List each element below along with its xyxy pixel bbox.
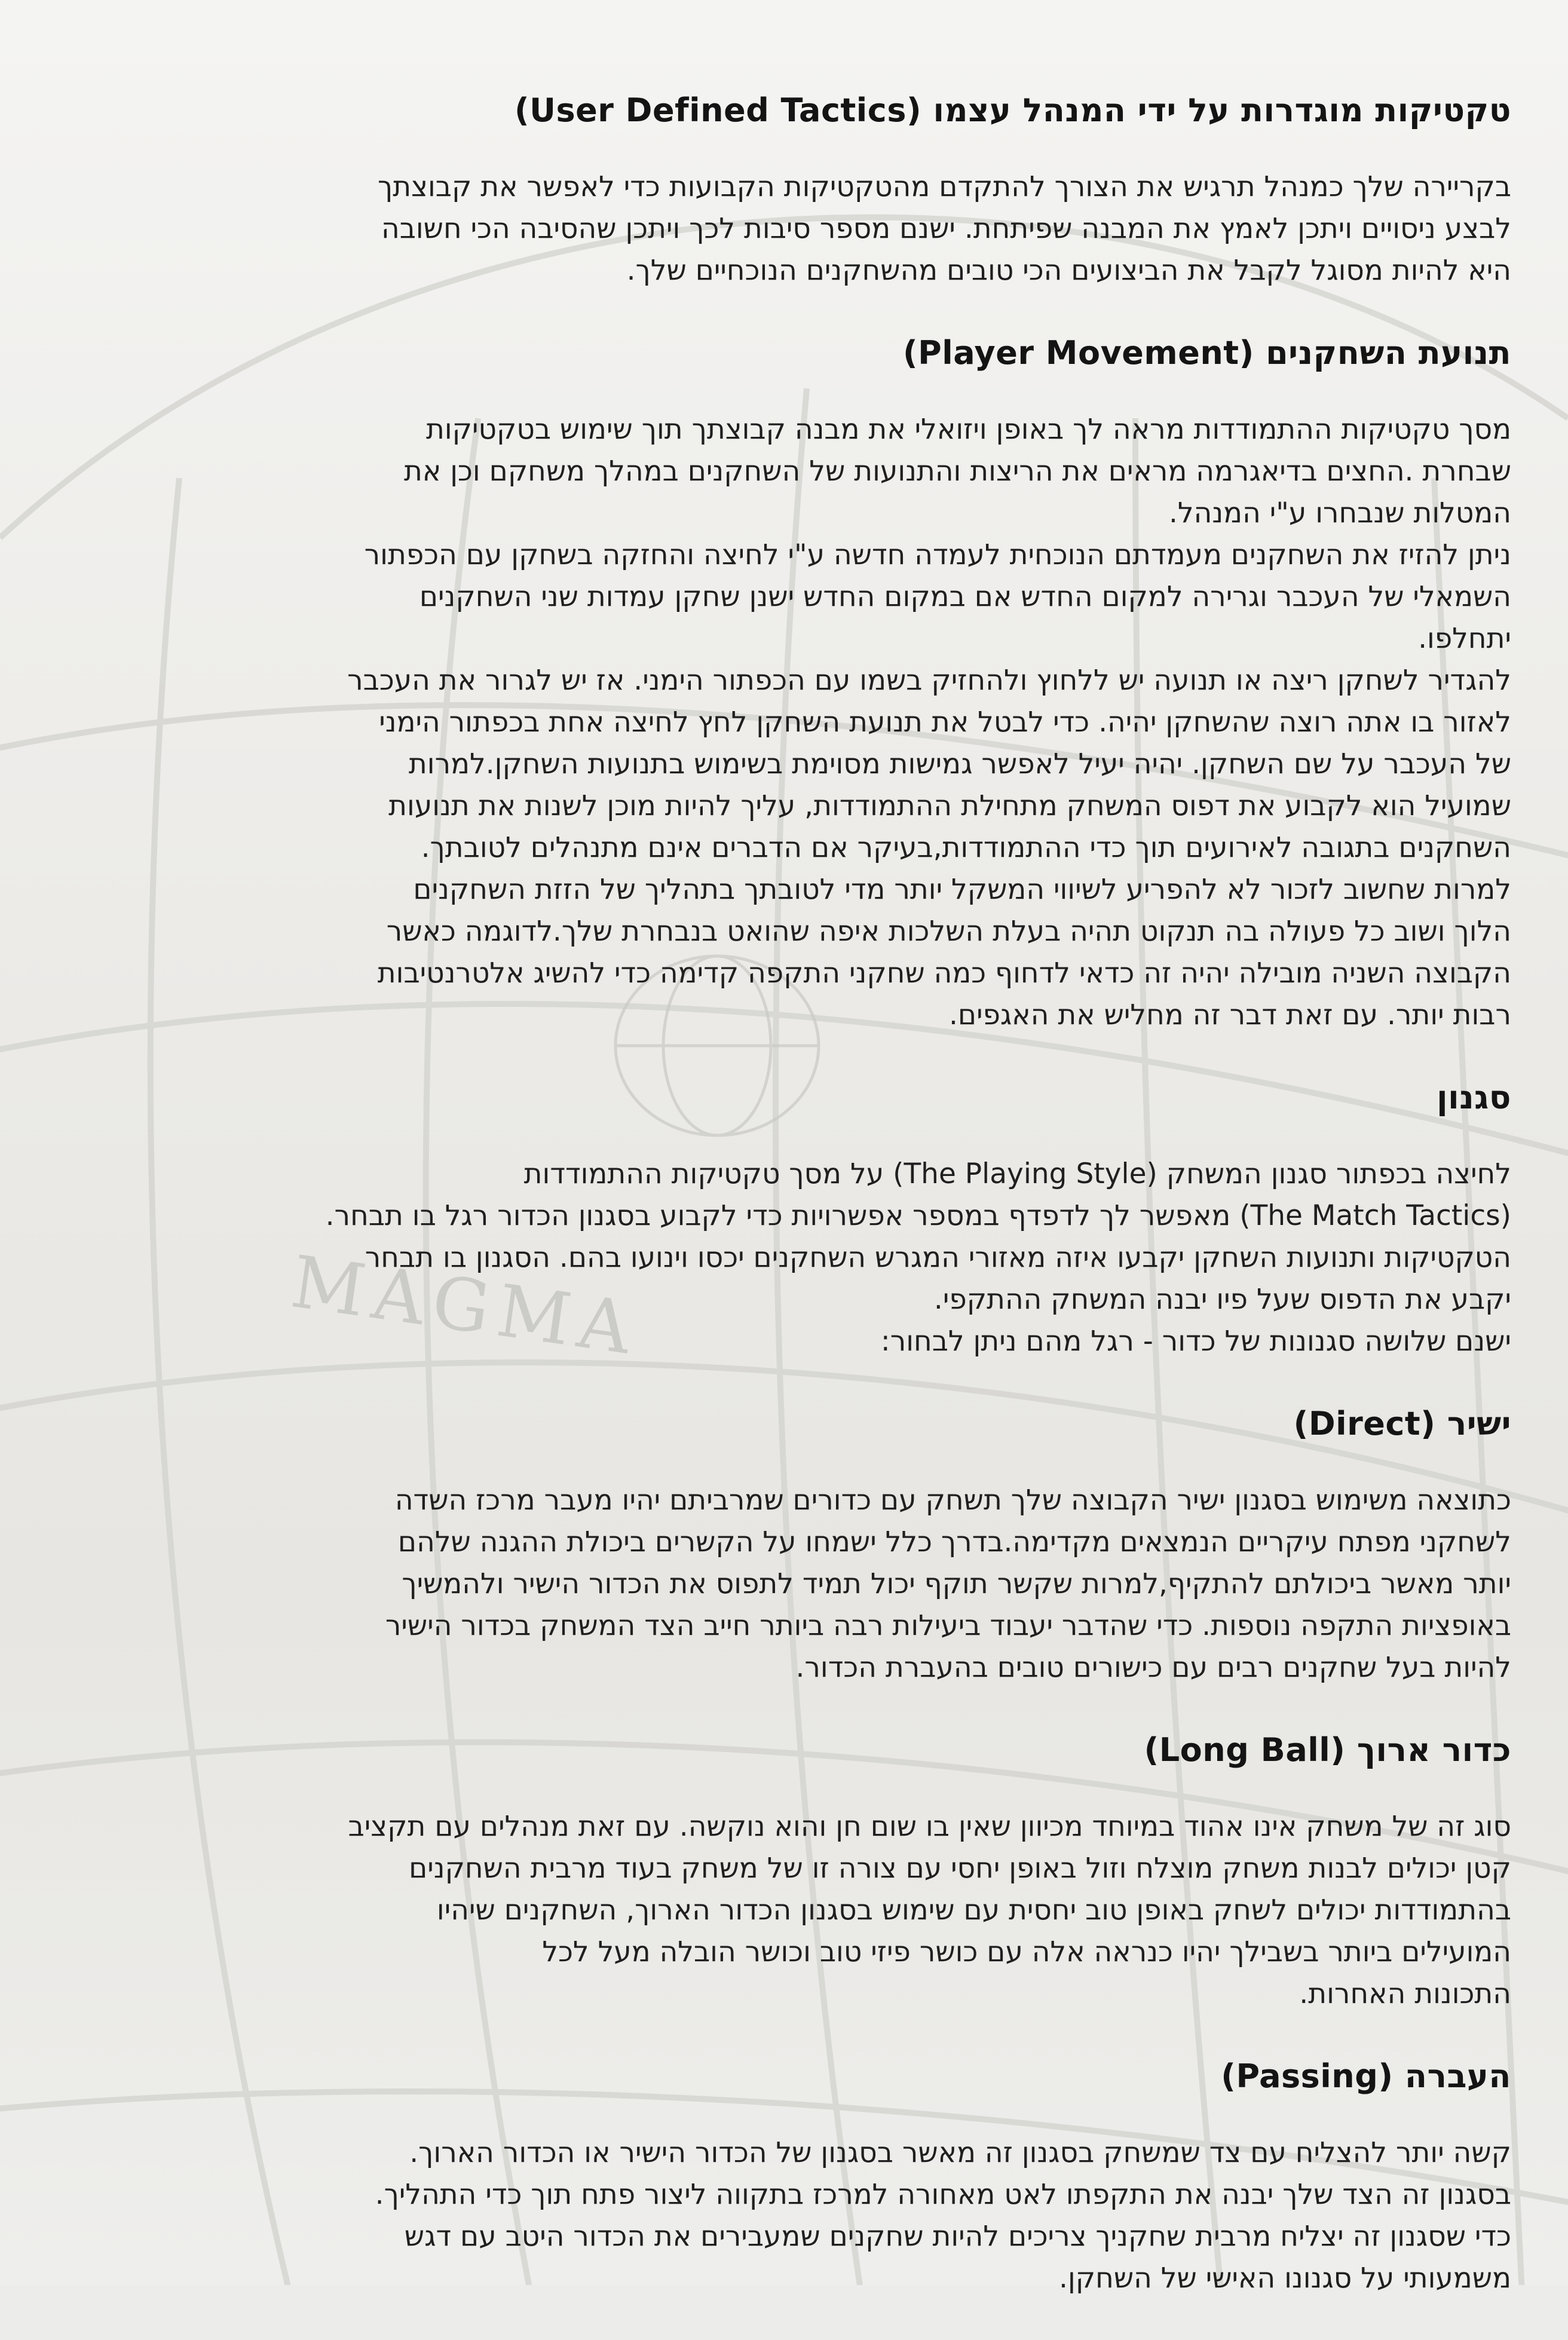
section-paragraph (50, 1153, 1511, 1362)
text-line: (The Match Tactics) מאפשר לך לדפדף במספר אפשרויות כדי לקבוע בסגנון הכדור רגל בו תבחר. (325, 1199, 1511, 1232)
section-paragraph (50, 1806, 1511, 2015)
text-line: יקבע את הדפוס שעל פיו יבנה המשחק ההתקפי. (933, 1283, 1511, 1316)
text-line: בסגנון זה הצד שלך יבנה את התקפתו לאט מאחורה למרכז בתקווה ליצור פתח תוך כדי התהליך. (375, 2178, 1511, 2211)
text-line: המטלות שנבחרו ע"י המנהל. (1168, 497, 1511, 529)
text-line: קשה יותר להצליח עם צד שמשחק בסגנון זה מאשר בסגנון של הכדור הישיר או הכדור הארוך. (409, 2136, 1511, 2169)
text-line: המועילים ביותר בשבילך יהיו כנראה אלה עם כושר פיזי טוב וכושר הובלה מעל לכל (542, 1935, 1511, 1968)
text-line: השחקנים בתגובה לאירועים תוך כדי ההתמודדות,בעיקר אם הדברים אינם מתנהלים לטובתך. (421, 831, 1511, 864)
text-line: בהתמודדות יכולים לשחק באופן טוב יחסית עם שימוש בסגנון הכדור הארוך, השחקנים שיהיו (436, 1894, 1511, 1926)
text-line: כתוצאה משימוש בסגנון ישיר הקבוצה שלך תשחק עם כדורים שמרביתם יהיו מעבר מרכז השדה (394, 1484, 1511, 1517)
text-line: משמעותי על סגנונו האישי של השחקן. (1059, 2262, 1511, 2295)
text-line: רבות יותר. עם זאת דבר זה מחליש את האגפים. (948, 999, 1511, 1031)
text-line: קטן יכולים לבנות משחק מוצלח וזול באופן יחסי עם צורה זו של משחק בעוד מרבית השחקנים (409, 1852, 1511, 1885)
text-line: סוג זה של משחק אינו אהוד במיוחד מכיוון שאין בו שום חן והוא נוקשה. עם זאת מנהלים עם תקציב (348, 1810, 1511, 1843)
text-line: שבחרת .החצים בדיאגרמה מראים את הריצות והתנועות של השחקנים במהלך משחקם וכן את (403, 455, 1511, 488)
section-paragraph (50, 409, 1511, 1036)
text-line: היא להיות מסוגל לקבל את הביצועים הכי טובים מהשחקנים הנוכחיים שלך. (626, 254, 1511, 287)
text-line: הלוך ושוב כל פעולה בה תנקוט תהיה בעלת השלכות איפה שהואט בנבחרת שלך.לדוגמה כאשר (386, 915, 1511, 948)
text-line: לשחקני מפתח עיקריים הנמצאים מקדימה.בדרך כלל ישמחו על הקשרים ביכולת ההגנה שלהם (397, 1526, 1511, 1558)
section-heading: סגנון (1437, 1079, 1511, 1116)
text-line: של העכבר על שם השחקן. יהיה יעיל לאפשר גמישות מסוימת בשימוש בתנועות השחקן.למרות (408, 748, 1511, 780)
text-line: ישנם שלושה סגנונות של כדור - רגל מהם ניתן לבחור: (880, 1325, 1511, 1358)
section-heading: תנועת השחקנים (Player Movement) (902, 334, 1511, 372)
text-line: באופציות התקפה נוספות. כדי שהדבר יעבוד ביעילות רבה ביותר חייב הצד המשחק בכדור הישיר (385, 1609, 1511, 1642)
section-direct (50, 1403, 1511, 1689)
text-line: יותר מאשר ביכולתם להתקיף,למרות שקשר תוקף יכול תמיד לתפוס את הכדור הישיר ולהמשיך (402, 1567, 1511, 1600)
text-line: שמועיל הוא לקבוע את דפוס המשחק מתחילת ההתמודדות, עליך להיות מוכן לשנות את תנועות (388, 789, 1511, 822)
text-line: למרות שחשוב לזכור לא להפריע לשיווי המשקל יותר מדי לטובתך בתהליך של הזזת השחקנים (413, 873, 1511, 906)
section-long-ball (50, 1729, 1511, 2015)
text-line: כדי שסגנון זה יצליח מרבית שחקניך צריכים להיות שחקנים שמעבירים את הכדור היטב עם דגש (404, 2220, 1511, 2253)
text-line: להיות בעל שחקנים רבים עם כישורים טובים בהעברת הכדור. (795, 1651, 1511, 1684)
section-heading: ישיר (Direct) (1293, 1405, 1511, 1442)
text-line: יתחלפו. (1418, 622, 1511, 655)
section-paragraph (50, 2132, 1511, 2299)
text-line: להגדיר לשחקן ריצה או תנועה יש ללחוץ ולהחזיק בשמו עם הכפתור הימני. אז יש לגרור את העכבר (347, 664, 1511, 697)
section-heading: כדור ארוך (Long Ball) (1144, 1731, 1511, 1769)
text-line: לבצע ניסויים ויתכן לאמץ את המבנה שפיתחת. ישנם מספר סיבות לכך ויתכן שהסיבה הכי חשובה (381, 212, 1511, 245)
section-style (50, 1077, 1511, 1362)
text-line: בקריירה שלך כמנהל תרגיש את הצורך להתקדם מהטקטיקות הקבועות כדי לאפשר את קבוצתך (377, 170, 1511, 203)
document-body (50, 90, 1511, 2340)
section-heading: העברה (Passing) (1221, 2057, 1511, 2095)
text-line: מסך טקטיקות ההתמודדות מראה לך באופן ויזואלי את מבנה קבוצתך תוך שימוש בטקטיקות (425, 413, 1511, 446)
section-user-defined-tactics (50, 90, 1511, 292)
magma-watermark-text: MAGMA (286, 1241, 644, 1372)
section-paragraph (50, 166, 1511, 292)
text-line: הטקטיקות ותנועות השחקן יקבעו איזה מאזורי המגרש השחקנים יכסו וינועו בהם. הסגנון בו תבחר (365, 1241, 1511, 1274)
text-line: התכונות האחרות. (1299, 1977, 1511, 2010)
section-heading: טקטיקות מוגדרות על ידי המנהל עצמו (User Defined Tactics) (514, 91, 1511, 129)
text-line: לחיצה בכפתור סגנון המשחק (The Playing Style) על מסך טקטיקות ההתמודדות (523, 1157, 1511, 1190)
section-paragraph (50, 1480, 1511, 1689)
text-line: השמאלי של העכבר וגרירה למקום החדש אם במקום החדש ישנן שחקן עמדות שני השחקנים (419, 580, 1511, 613)
section-passing (50, 2056, 1511, 2299)
section-player-movement (50, 332, 1511, 1036)
text-line: לאזור בו אתה רוצה שהשחקן יהיה. כדי לבטל את תנועת השחקן לחץ לחיצה אחת בכפתור הימני (379, 706, 1511, 739)
text-line: הקבוצה השניה מובילה יהיה זה כדאי לדחוף כמה שחקני התקפה קדימה כדי להשיג אלטרנטיבות (377, 957, 1511, 990)
text-line: ניתן להזיז את השחקנים מעמדתם הנוכחית לעמדה חדשה ע"י לחיצה והחזקה בשחקן עם הכפתור (364, 538, 1511, 571)
